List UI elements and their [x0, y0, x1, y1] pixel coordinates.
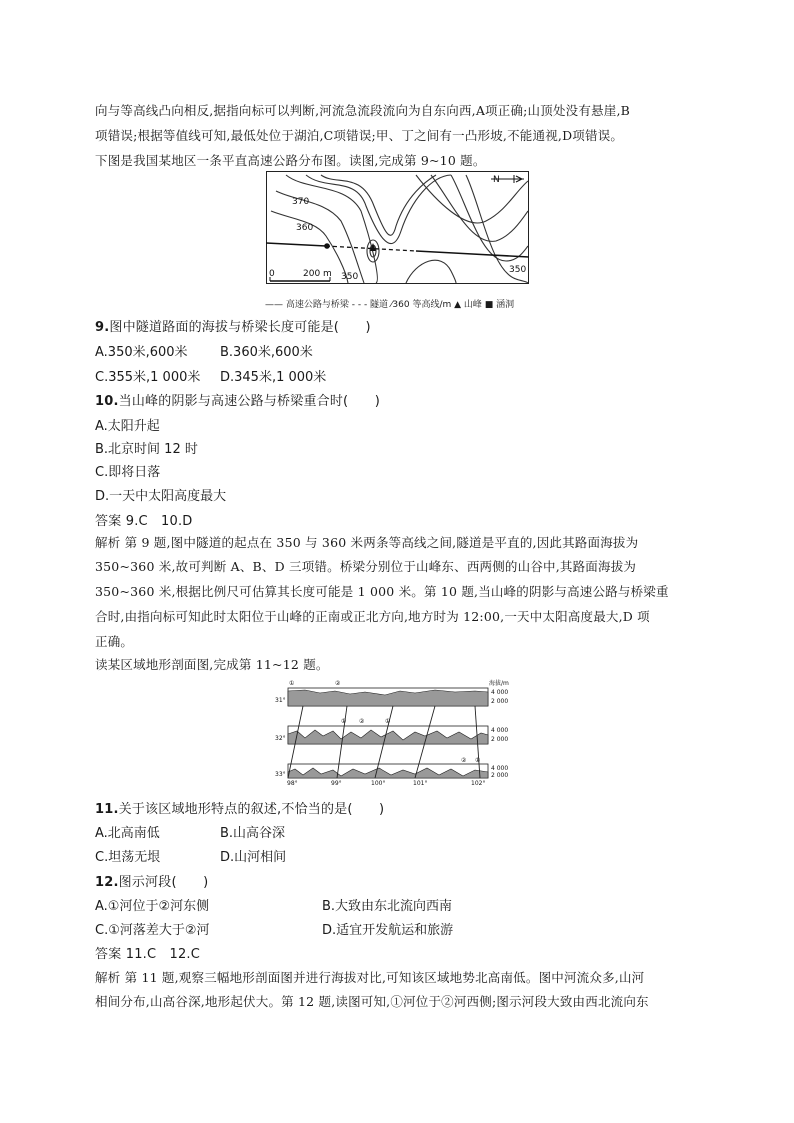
option-c: C.①河落差大于②河 — [95, 923, 210, 938]
text-line: 向与等高线凸向相反,据指向标可以判断,河流急流段流向为自东向西,A项正确;山顶处没有悬崖,B — [95, 103, 631, 118]
map-legend: —— 高速公路与桥梁 - - - 隧道 ⁄360 等高线/m ▲ 山峰 ■ 涵洞 — [265, 300, 515, 310]
tick-label: 4 000 — [491, 689, 509, 696]
contour-label: 350 — [509, 265, 527, 275]
river-label: ① — [341, 718, 347, 725]
explanation-line: 正确。 — [95, 634, 134, 649]
contour-label: 360 — [296, 223, 314, 233]
tick-label: 2 000 — [491, 736, 509, 743]
question-number: 11. — [95, 802, 119, 817]
option-a: A.太阳升起 — [95, 419, 160, 434]
question-11 — [95, 798, 384, 817]
option-b: B.山高谷深 — [220, 826, 286, 841]
question-number: 12. — [95, 875, 119, 890]
option-c: C.坦荡无垠 — [95, 850, 161, 865]
question-10 — [95, 390, 380, 409]
option-b: B.360米,600米 — [220, 345, 313, 360]
question-stem: 关于该区域地形特点的叙述,不恰当的是( ) — [118, 802, 385, 817]
scale-label: 0 — [269, 269, 275, 279]
tick-label: 31° — [275, 697, 286, 704]
river-label: ② — [461, 757, 467, 764]
option-d: D.345米,1 000米 — [220, 370, 327, 385]
tick-label: 32° — [275, 735, 286, 742]
tick-label: 2 000 — [491, 772, 509, 779]
river-label: ② — [335, 680, 341, 687]
option-d: D.适宜开发航运和旅游 — [322, 923, 454, 938]
explanation-line: 350~360 米,根据比例尺可估算其长度可能是 1 000 米。第 10 题,当山峰的阴影与高速公路与桥梁重 — [95, 584, 669, 599]
tick-label: 101° — [413, 780, 428, 786]
north-arrow-label: N — [493, 175, 500, 185]
text-line: 项错误;根据等值线可知,最低处位于湖泊,C项错误;甲、丁之间有一凸形坡,不能通视,D项错误。 — [95, 128, 624, 143]
option-c: C.即将日落 — [95, 465, 161, 480]
text-line: 读某区域地形剖面图,完成第 11~12 题。 — [95, 657, 329, 672]
scale-label: 200 m — [303, 269, 332, 279]
option-a: A.北高南低 — [95, 826, 160, 841]
explanation-line: 解析 第 11 题,观察三幅地形剖面图并进行海拔对比,可知该区域地势北高南低。图中河流众多,山河 — [95, 970, 645, 985]
explanation-line: 解析 第 9 题,图中隧道的起点在 350 与 360 米两条等高线之间,隧道是平直的,因此其路面海拔为 — [95, 535, 639, 550]
explanation-line: 350~360 米,故可判断 A、B、D 三项错。桥梁分别位于山峰东、西两侧的山谷中,其路面海拔为 — [95, 559, 637, 574]
tick-label: 4 000 — [491, 765, 509, 772]
tick-label: 33° — [275, 771, 286, 778]
tick-label: 99° — [331, 780, 342, 786]
river-label: ② — [359, 718, 365, 725]
tick-label: 102° — [471, 780, 486, 786]
option-d: D.山河相间 — [220, 850, 287, 865]
option-b: B.大致由东北流向西南 — [322, 899, 453, 914]
contour-label: 370 — [292, 197, 310, 207]
question-12 — [95, 871, 208, 890]
option-d: D.一天中太阳高度最大 — [95, 489, 227, 504]
explanation-line: 合时,由指向标可知此时太阳位于山峰的正南或正北方向,地方时为 12:00,一天中太阳高度最大,D 项 — [95, 609, 650, 624]
tick-label: 100° — [371, 780, 386, 786]
answer-line: 答案 11.C 12.C — [95, 947, 201, 962]
explanation-line: 相间分布,山高谷深,地形起伏大。第 12 题,读图可知,①河位于②河西侧;图示河段大致由西北流向东 — [95, 994, 649, 1009]
question-stem: 图中隧道路面的海拔与桥梁长度可能是( ) — [109, 320, 371, 335]
question-stem: 当山峰的阴影与高速公路与桥梁重合时( ) — [118, 394, 380, 409]
answer-line: 答案 9.C 10.D — [95, 514, 193, 529]
option-a: A.350米,600米 — [95, 345, 188, 360]
river-label: ① — [289, 680, 295, 687]
river-label: ① — [475, 757, 481, 764]
question-number: 10. — [95, 394, 119, 409]
contour-label: 350 — [341, 272, 359, 282]
option-a: A.①河位于②河东侧 — [95, 899, 210, 914]
question-stem: 图示河段( ) — [118, 875, 209, 890]
contour-map-figure — [266, 171, 529, 284]
option-c: C.355米,1 000米 — [95, 370, 201, 385]
question-number: 9. — [95, 320, 110, 335]
axis-label: 海拔/m — [489, 680, 509, 687]
terrain-profile-figure — [275, 676, 520, 786]
question-9 — [95, 316, 371, 335]
option-b: B.北京时间 12 时 — [95, 442, 198, 457]
tick-label: 4 000 — [491, 727, 509, 734]
tick-label: 98° — [287, 780, 298, 786]
tick-label: 2 000 — [491, 698, 509, 705]
text-line: 下图是我国某地区一条平直高速公路分布图。读图,完成第 9~10 题。 — [95, 153, 486, 168]
river-label: ① — [385, 718, 391, 725]
